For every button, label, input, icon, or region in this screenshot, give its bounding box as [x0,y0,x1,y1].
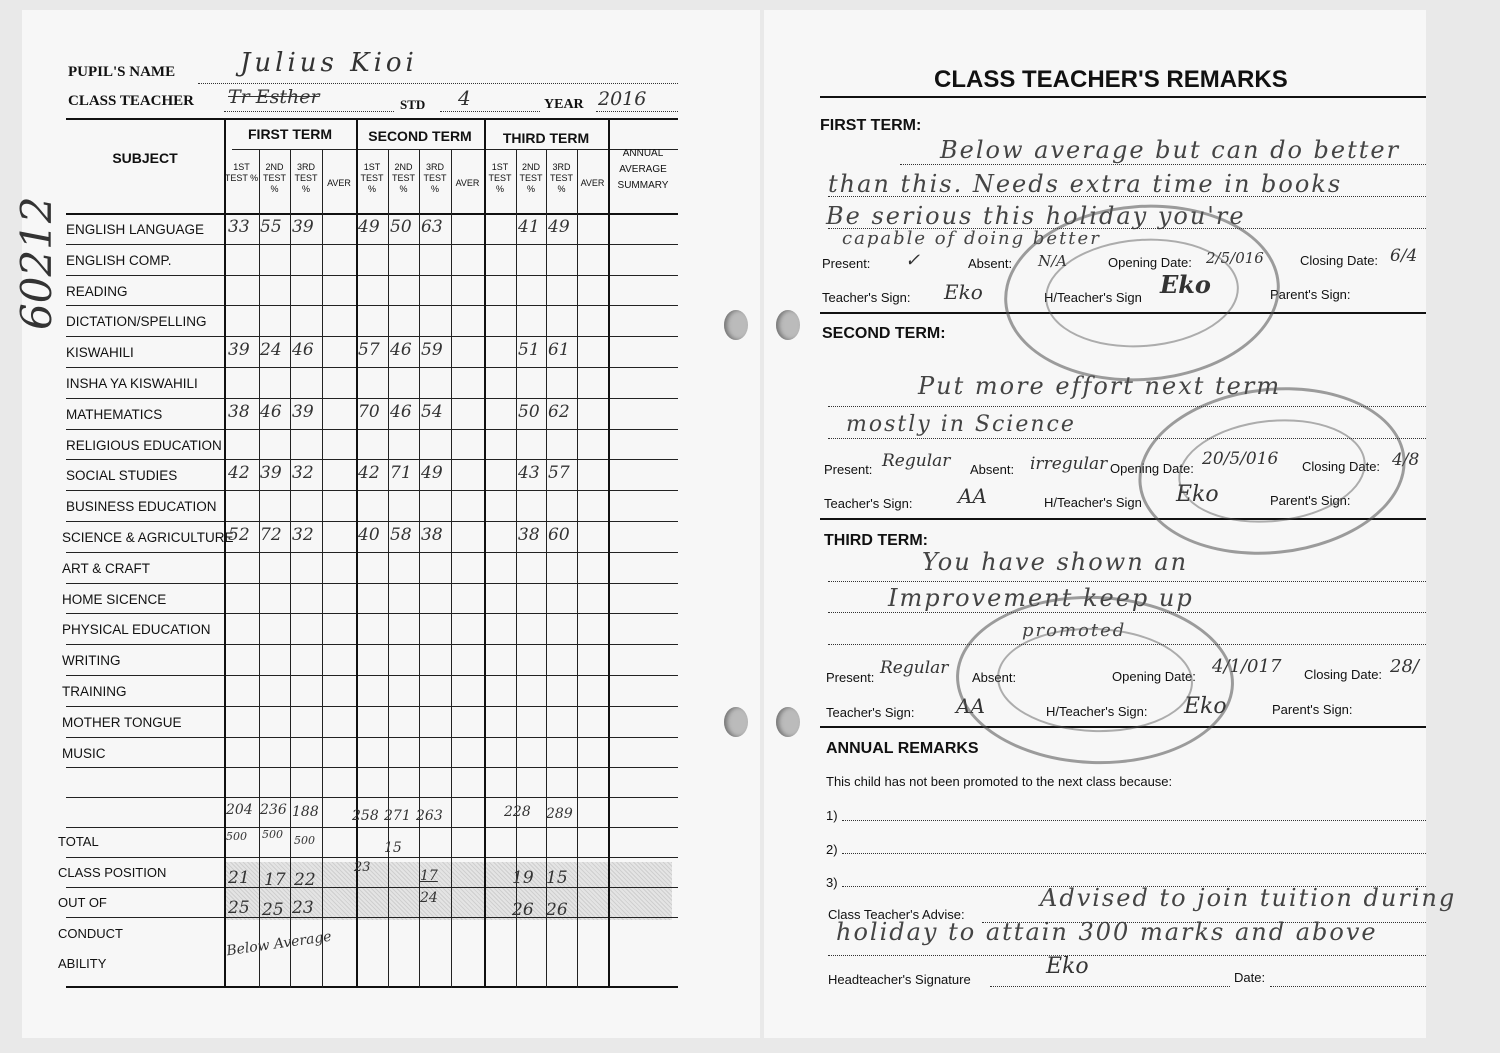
subheader-term1-col3: 3RD TEST % [294,162,318,194]
outof-t3-2: 26 [512,900,534,920]
subject-name: ENGLISH COMP. [66,252,172,268]
third-term-header: THIRD TERM [502,130,590,146]
row-divider [66,244,678,245]
headteacher-signature-value: Eko [1046,954,1089,979]
mark-cell-t2-test1: 49 [358,217,380,237]
third-term-label: THIRD TERM: [824,532,928,549]
second-term-label: SECOND TERM: [822,325,946,342]
total-t1-test1: 204 [226,802,253,818]
pos-t1-1: 21 [228,868,250,888]
pos-t2-3: 17 [420,868,438,884]
ft-present-value: ✓ [905,250,921,271]
row-divider [66,521,678,522]
st-absent-label: Absent: [970,462,1015,477]
subject-name: INSHA YA KISWAHILI [66,376,198,391]
headteacher-signature-line [990,986,1230,987]
subject-name: MUSIC [62,745,106,761]
mark-cell-t1-test2: 39 [260,463,282,484]
tt-parent-sign-label: Parent's Sign: [1272,702,1353,717]
pos-t3-3: 15 [546,868,568,888]
ft-absent-value: N/A [1038,252,1068,270]
subject-name: READING [66,283,128,299]
class-teacher-line [224,111,394,112]
mark-cell-t3-test2: 50 [518,401,540,422]
row-divider [66,737,678,738]
total-label: TOTAL [58,834,99,849]
total-t1-test3: 188 [292,804,319,820]
title-rule [820,96,1426,98]
mark-cell-t1-test3: 32 [292,463,314,484]
annual-summary-header: ANNUAL AVERAGE SUMMARY [617,148,669,191]
total-t1-out2: 500 [262,828,283,841]
second-term-line-1: Put more effort next term [918,372,1282,400]
mark-cell-t2-test1: 40 [358,525,380,545]
tt-absent-label: Absent: [972,670,1017,685]
not-promoted-text: This child has not been promoted to the next class because: [826,774,1173,789]
advise-line [982,922,1426,923]
mark-cell-t2-test2: 46 [390,340,412,361]
class-teacher-label: CLASS TEACHER [68,93,195,109]
punch-hole-left-bottom [724,707,748,737]
mark-cell-t3-test2: 43 [518,463,540,484]
mark-cell-t3-test3: 61 [548,340,570,361]
mark-cell-t3-test2: 41 [518,217,540,237]
tt-teacher-sign-label: Teacher's Sign: [826,705,915,720]
mark-cell-t1-test1: 42 [228,463,250,484]
subject-name: WRITING [62,653,121,669]
ft-absent-label: Absent: [968,256,1013,271]
subject-name: BUSINESS EDUCATION [66,499,217,515]
subject-name: SOCIAL STUDIES [66,468,178,484]
row-divider [66,613,678,614]
row-divider [66,367,678,368]
row-divider [66,552,678,553]
tt-teacher-sign-value: AA [956,694,985,718]
mark-cell-t1-test3: 46 [292,340,314,361]
st-present-value: Regular [882,451,951,471]
total-t1-test2: 236 [260,802,287,818]
footer-row-divider [66,827,678,828]
subject-name: HOME SICENCE [62,591,167,607]
subject-name: TRAINING [62,684,127,699]
pupil-name-value: Julius Kioi [240,48,418,78]
annual-item-2: 2) [826,842,838,857]
footer-row-divider [66,917,678,918]
pos-t1-2: 17 [264,870,286,890]
row-divider [66,459,678,460]
mark-cell-t3-test2: 51 [518,340,540,361]
subheader-term1-col1: 1ST TEST % [224,162,259,183]
marks-table [58,118,678,988]
row-divider [66,336,678,337]
total-t2-test2: 271 [384,808,411,824]
mark-cell-t2-test2: 50 [390,217,412,237]
tt-closing-value: 28/ [1390,656,1419,677]
subheader-term3-col1: 1ST TEST % [488,162,512,194]
ft-closing-value: 6/4 [1390,246,1418,266]
ft-present-label: Present: [822,256,871,271]
outof-t1-2: 25 [262,900,284,920]
third-term-writing-line [828,644,1426,645]
first-term-header: FIRST TERM [248,126,332,142]
advise-line-1: Advised to join tuition during [1040,884,1457,912]
ability-label: ABILITY [58,956,107,971]
advise-label: Class Teacher's Advise: [828,907,965,922]
subheader-term2-col1: 1ST TEST % [360,162,384,194]
mark-cell-t2-test1: 57 [358,340,380,361]
row-divider [66,429,678,430]
punch-hole-right-bottom [776,707,800,737]
class-teacher-value: Tr Esther [228,86,320,108]
first-term-writing-line [900,164,1426,165]
st-absent-value: irregular [1030,454,1108,474]
ft-teacher-sign-label: Teacher's Sign: [822,290,911,305]
tt-opening-label: Opening Date: [1112,669,1196,684]
mark-cell-t1-test3: 39 [292,217,314,237]
year-value: 2016 [598,88,647,110]
st-closing-value: 4/8 [1392,450,1420,470]
pupil-name-label: PUPIL'S NAME [68,64,176,80]
advise-line [828,955,1426,956]
second-term-line-2: mostly in Science [846,412,1076,437]
std-value: 4 [458,86,471,110]
date-label: Date: [1234,970,1266,985]
footer-row-divider [66,887,678,888]
st-opening-label: Opening Date: [1110,461,1194,476]
subject-name: MATHEMATICS [66,406,163,422]
subject-name: MOTHER TONGUE [62,714,182,730]
subject-name: KISWAHILI [66,345,134,361]
subheader-term3-col3: 3RD TEST % [549,162,573,194]
mark-cell-t1-test2: 24 [260,340,282,361]
mark-cell-t2-test3: 54 [421,401,443,422]
second-term-header: SECOND TERM [368,128,472,144]
st-closing-label: Closing Date: [1302,459,1381,474]
out-of-label: OUT OF [58,895,107,910]
tt-present-label: Present: [826,670,875,685]
subheader-term1-col2: 2ND TEST % [262,162,286,194]
pos-t3-2: 19 [512,868,534,888]
pos-t2-1: 23 [354,860,371,875]
ft-opening-value: 2/5/016 [1206,249,1264,267]
advise-line-2: holiday to attain 300 marks and above [836,918,1378,946]
subject-name: DICTATION/SPELLING [66,314,207,330]
subject-name: ENGLISH LANGUAGE [66,222,205,237]
mark-cell-t1-test1: 38 [228,401,250,422]
row-divider [66,490,678,491]
mark-cell-t2-test1: 70 [358,401,380,422]
ft-parent-sign-label: Parent's Sign: [1270,287,1351,302]
annual-item-line [842,820,1426,821]
first-term-label: FIRST TERM: [820,117,922,134]
row-divider [66,675,678,676]
subheader-term2-col2: 2ND TEST % [391,162,415,194]
tt-present-value: Regular [880,658,949,678]
subject-header: SUBJECT [112,150,178,166]
st-present-label: Present: [824,462,873,477]
second-term-writing-line [828,406,1426,407]
side-number: 60212 [12,196,61,330]
mark-cell-t1-test3: 32 [292,525,314,545]
ft-closing-label: Closing Date: [1300,253,1379,268]
mark-cell-t2-test2: 46 [390,401,412,422]
mark-cell-t2-test3: 63 [421,217,443,237]
remarks-title: CLASS TEACHER'S REMARKS [934,66,1288,93]
mark-cell-t1-test1: 33 [228,217,250,237]
mark-cell-t1-test2: 55 [260,217,282,237]
row-divider [66,275,678,276]
pos-t1-3: 22 [294,870,316,890]
row-divider [66,305,678,306]
third-term-line-1: You have shown an [922,548,1189,576]
first-term-line-4: capable of doing better [842,228,1101,249]
subheader-term1-col4: AVER [327,178,351,188]
mark-cell-t1-test2: 72 [260,525,282,545]
st-teacher-sign-value: AA [958,484,987,508]
subheader-term2-col4: AVER [455,178,480,188]
ft-teacher-sign-value: Eko [944,280,983,304]
outof-t2-3: 24 [420,890,438,906]
st-parent-sign-label: Parent's Sign: [1270,493,1351,508]
subheader-term3-col2: 2ND TEST % [519,162,543,194]
tt-head-sign-label: H/Teacher's Sign: [1046,704,1148,719]
total-t3-test3: 289 [546,806,573,822]
mark-cell-t3-test3: 57 [548,463,570,484]
tt-opening-value: 4/1/017 [1212,656,1282,677]
subject-name: PHYSICAL EDUCATION [62,622,211,638]
third-term-writing-line [828,612,1426,613]
mark-cell-t2-test1: 42 [358,463,380,484]
mark-cell-t3-test2: 38 [518,525,540,545]
first-term-writing-line [828,196,1426,197]
mark-cell-t2-test3: 38 [421,525,443,545]
third-term-line-3: promoted [1022,620,1127,641]
std-label: STD [400,97,426,112]
first-term-line-1: Below average but can do better [940,136,1401,164]
year-label: YEAR [544,97,584,112]
row-divider [66,767,678,768]
total-t1-out3: 500 [294,834,315,847]
subject-name: RELIGIOUS EDUCATION [66,437,222,453]
total-t2-test1: 258 [352,808,379,824]
st-opening-value: 20/5/016 [1202,449,1279,469]
st-head-sign-label: H/Teacher's Sign [1044,495,1142,510]
row-divider [66,644,678,645]
ft-head-sign-value: Eko [1160,270,1211,299]
subject-name: ART & CRAFT [62,560,151,576]
third-term-line-2: Improvement keep up [888,584,1194,612]
first-term-writing-line [828,228,1426,229]
subject-name: SCIENCE & AGRICULTURE [62,530,234,545]
outof-t3-3: 26 [546,900,568,920]
footer-row-divider [66,797,678,798]
mark-cell-t2-test2: 71 [390,463,412,484]
annual-item-line [842,853,1426,854]
mark-cell-t2-test2: 58 [390,525,412,545]
std-line [440,111,540,112]
outof-t1-3: 23 [292,898,314,918]
outof-t1-1: 25 [228,898,250,918]
first-term-line-2: than this. Needs extra time in books [828,170,1343,198]
mark-cell-t2-test3: 49 [421,463,443,484]
punch-hole-left-top [724,310,748,340]
mark-cell-t3-test3: 60 [548,525,570,545]
total-t3-test2: 228 [504,804,531,820]
ability-value: Below Average [225,928,333,960]
ft-opening-label: Opening Date: [1108,255,1192,270]
subheader-term2-col3: 3RD TEST % [423,162,447,194]
mark-cell-t3-test3: 49 [548,217,570,237]
mark-cell-t3-test3: 62 [548,401,570,422]
tt-closing-label: Closing Date: [1304,667,1383,682]
row-divider [66,583,678,584]
ft-head-sign-label: H/Teacher's Sign [1044,290,1142,305]
st-teacher-sign-label: Teacher's Sign: [824,496,913,511]
year-line [596,111,678,112]
date-line [1270,986,1426,987]
annual-remarks-label: ANNUAL REMARKS [826,740,979,757]
tt-head-sign-value: Eko [1184,694,1227,719]
headteacher-signature-label: Headteacher's Signature [828,972,971,987]
row-divider [66,398,678,399]
total-t2-test3: 263 [416,808,443,824]
mark-cell-t1-test2: 46 [260,401,282,422]
subheader-term3-col4: AVER [580,178,605,188]
second-term-writing-line [828,438,1426,439]
conduct-label: CONDUCT [58,926,123,941]
annual-item-1: 1) [826,808,838,823]
annual-item-line [842,886,1426,887]
total-t1-out1: 500 [226,830,247,843]
mark-cell-t1-test1: 52 [228,525,250,545]
pupil-name-line [198,83,678,84]
first-term-line-3: Be serious this holiday you're [826,202,1246,230]
third-term-writing-line [828,581,1426,582]
mark-cell-t2-test3: 59 [421,340,443,361]
table-bottom-border [66,986,678,988]
footer-row-divider [66,857,678,858]
st-head-sign-value: Eko [1176,482,1219,507]
mark-cell-t1-test1: 39 [228,340,250,361]
mark-cell-t1-test3: 39 [292,401,314,422]
total-t2-extra: 15 [384,840,402,856]
class-position-label: CLASS POSITION [58,865,167,880]
punch-hole-right-top [776,310,800,340]
row-divider [66,706,678,707]
annual-item-3: 3) [826,875,838,890]
